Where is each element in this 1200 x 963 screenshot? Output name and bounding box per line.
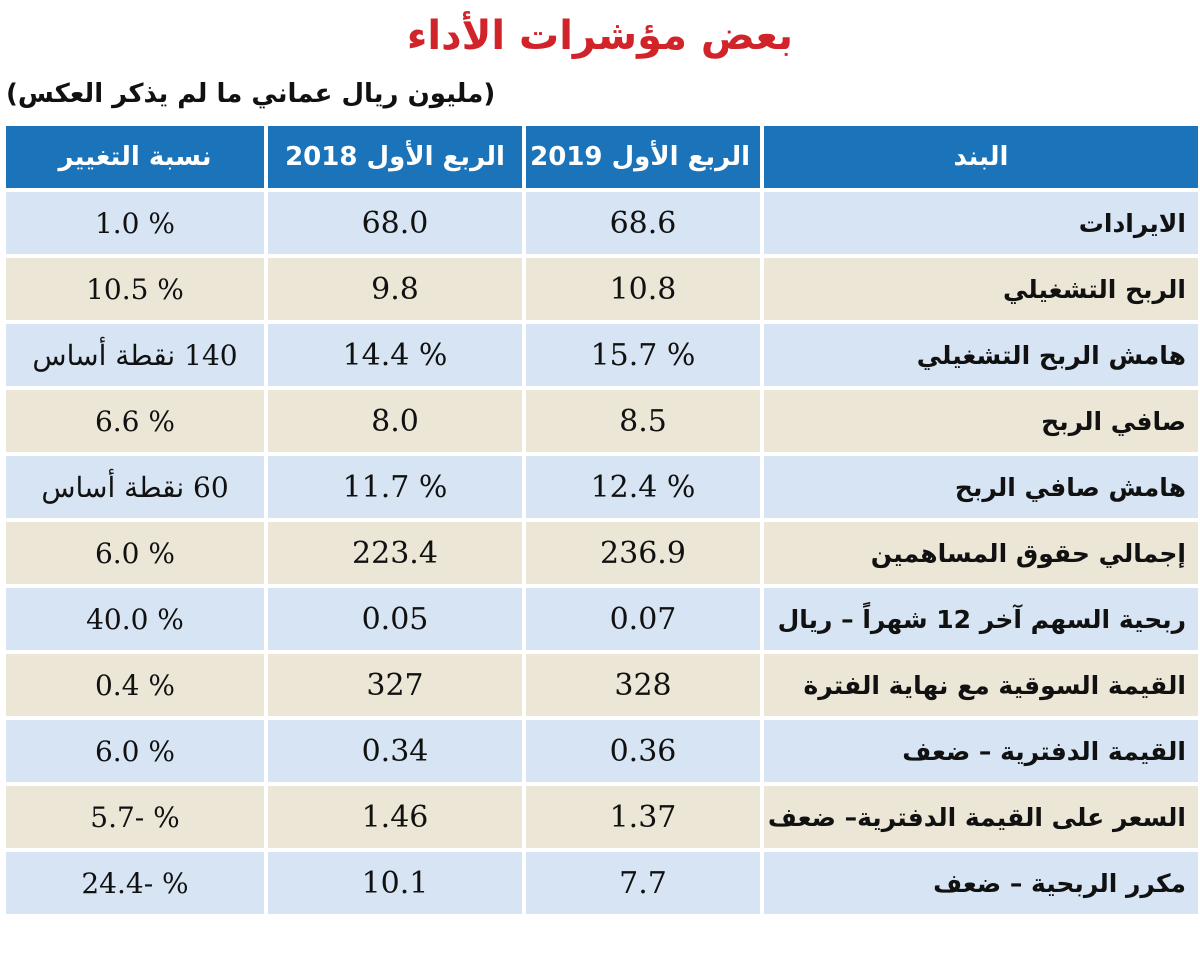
row-item: السعر على القيمة الدفترية– ضعف [762,784,1200,850]
row-q1-2018: 8.0 [266,388,524,454]
row-q1-2019: 328 [524,652,762,718]
row-q1-2018: % 11.7 [266,454,524,520]
indicators-table-container [2,122,1198,918]
header-q1-2018: الربع الأول 2018 [266,124,524,190]
row-q1-2018: 68.0 [266,190,524,256]
row-change: % 0.4 [4,652,266,718]
row-change: 140 نقطة أساس [4,322,266,388]
table-row [4,850,1200,916]
header-change: نسبة التغيير [4,124,266,190]
row-item: مكرر الربحية – ضعف [762,850,1200,916]
row-q1-2019: 7.7 [524,850,762,916]
row-change: % 1.0 [4,190,266,256]
table-body [4,190,1200,916]
row-item: إجمالي حقوق المساهمين [762,520,1200,586]
table-row [4,190,1200,256]
row-q1-2019: 8.5 [524,388,762,454]
table-row [4,784,1200,850]
table-row [4,454,1200,520]
row-q1-2019: 236.9 [524,520,762,586]
row-item: الربح التشغيلي [762,256,1200,322]
row-item: الايرادات [762,190,1200,256]
row-q1-2019: 10.8 [524,256,762,322]
row-change: % 6.0 [4,520,266,586]
row-item: صافي الربح [762,388,1200,454]
row-change: % 6.0 [4,718,266,784]
row-q1-2018: 1.46 [266,784,524,850]
table-row [4,520,1200,586]
page-title: بعض مؤشرات الأداء [406,13,794,59]
table-row [4,388,1200,454]
row-q1-2018: 0.34 [266,718,524,784]
row-item: هامش الربح التشغيلي [762,322,1200,388]
row-q1-2018: 0.05 [266,586,524,652]
row-q1-2018: 327 [266,652,524,718]
row-item: القيمة الدفترية – ضعف [762,718,1200,784]
row-q1-2019: % 15.7 [524,322,762,388]
row-item: القيمة السوقية مع نهاية الفترة [762,652,1200,718]
row-q1-2018: 223.4 [266,520,524,586]
performance-indicators-table [2,122,1200,918]
row-q1-2019: 0.36 [524,718,762,784]
units-note: (مليون ريال عماني ما لم يذكر العكس) [6,79,496,109]
row-item: هامش صافي الربح [762,454,1200,520]
row-change: % -5.7 [4,784,266,850]
row-q1-2018: % 14.4 [266,322,524,388]
table-header [4,124,1200,190]
row-q1-2018: 9.8 [266,256,524,322]
table-row [4,322,1200,388]
row-q1-2019: 0.07 [524,586,762,652]
table-row [4,586,1200,652]
table-row [4,652,1200,718]
table-row [4,718,1200,784]
row-change: % 40.0 [4,586,266,652]
header-q1-2019: الربع الأول 2019 [524,124,762,190]
row-q1-2019: 68.6 [524,190,762,256]
header-row [4,124,1200,190]
row-change: % -24.4 [4,850,266,916]
row-change: % 10.5 [4,256,266,322]
row-change: 60 نقطة أساس [4,454,266,520]
row-q1-2019: 1.37 [524,784,762,850]
table-row [4,256,1200,322]
row-change: % 6.6 [4,388,266,454]
header-item: البند [762,124,1200,190]
row-item: ربحية السهم آخر 12 شهراً – ريال [762,586,1200,652]
row-q1-2019: % 12.4 [524,454,762,520]
row-q1-2018: 10.1 [266,850,524,916]
